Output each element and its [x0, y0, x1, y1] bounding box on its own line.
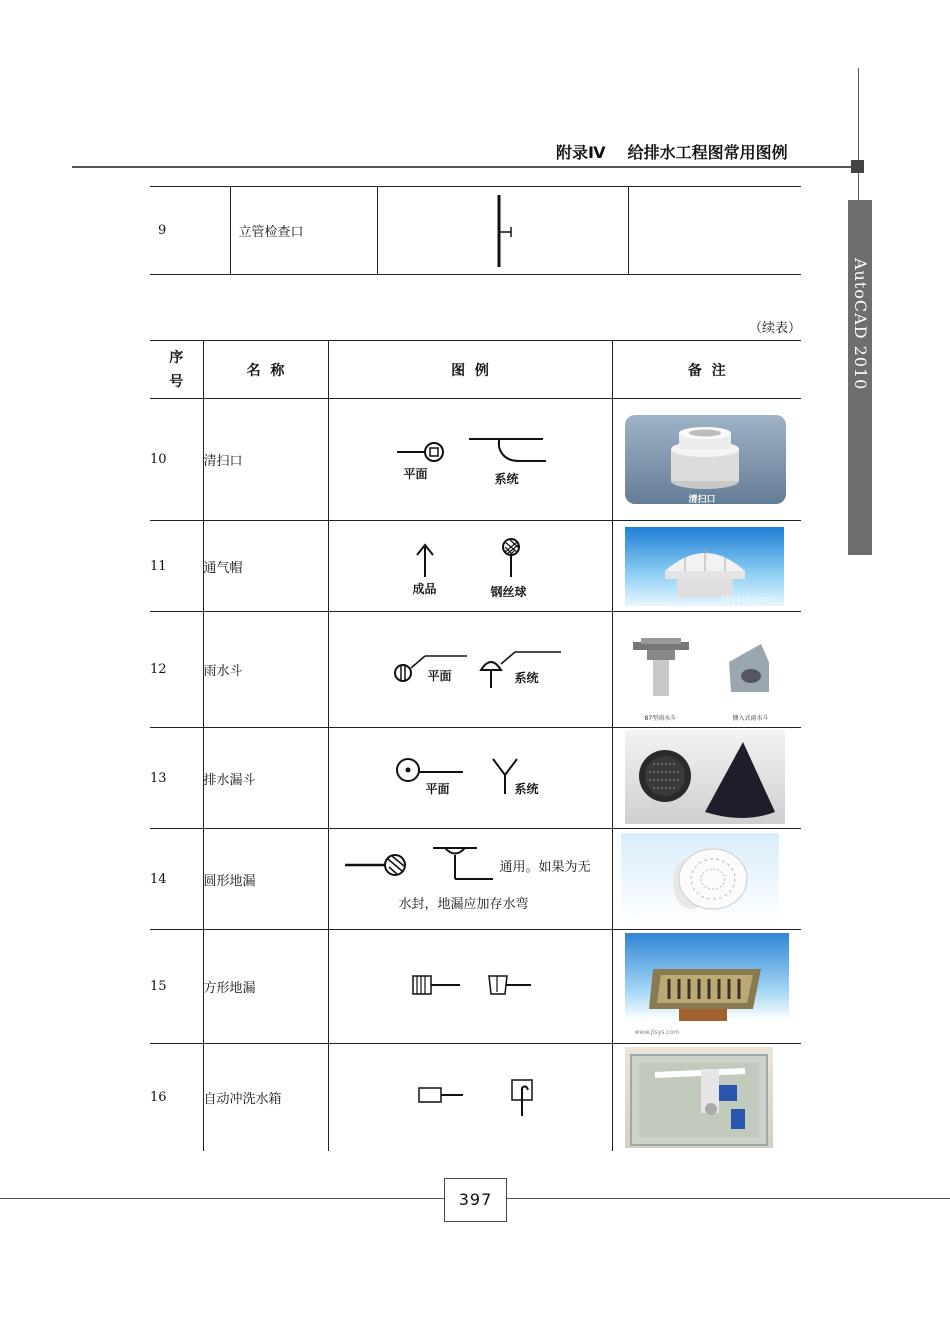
row-seq: 11	[150, 521, 203, 612]
row-name: 圆形地漏	[203, 829, 328, 930]
row-seq: 16	[150, 1044, 203, 1151]
label-system: 系统	[514, 671, 539, 685]
row-legend	[377, 187, 628, 275]
label-plan: 平面	[403, 467, 428, 481]
note-line-1: 通用。如果为无	[499, 860, 591, 875]
label-plan: 平面	[427, 669, 452, 683]
appendix-label: 附录Ⅳ	[556, 143, 606, 162]
cleanout-image	[625, 415, 786, 504]
square-floor-drain-symbols	[329, 930, 613, 1044]
row-name: 通气帽	[203, 521, 328, 612]
label-system: 系统	[514, 782, 539, 796]
vent-cap-symbols	[329, 521, 613, 612]
label-plan: 平面	[425, 782, 450, 796]
row-legend	[328, 829, 612, 930]
label-system: 系统	[494, 472, 519, 486]
row-name: 清扫口	[203, 399, 328, 521]
row-seq: 9	[150, 187, 230, 275]
continued-label: （续表）	[749, 321, 802, 336]
auto-flush-tank-photo	[625, 1047, 773, 1148]
side-tab	[848, 200, 872, 555]
row-legend	[328, 399, 612, 521]
top-table	[150, 186, 801, 275]
drain-funnel-image	[625, 730, 785, 824]
row-photo	[612, 1044, 801, 1151]
col-seq-char-2: 号	[169, 373, 184, 390]
row-legend	[328, 728, 612, 829]
auto-flush-tank-image	[625, 1047, 773, 1148]
table-row	[150, 1044, 801, 1151]
col-seq-char-1: 序	[169, 349, 184, 366]
row-seq: 10	[150, 399, 203, 521]
table-row	[150, 521, 801, 612]
row-seq: 13	[150, 728, 203, 829]
col-note-header: 备 注	[612, 341, 801, 399]
row-photo	[612, 521, 801, 612]
table-row	[150, 829, 801, 930]
col-legend-header: 图 例	[328, 341, 612, 399]
rain-hopper-photo	[625, 632, 797, 724]
page-title	[556, 140, 788, 163]
table-row	[150, 728, 801, 829]
rain-hopper-symbols	[329, 612, 613, 728]
col-seq-header	[150, 341, 203, 399]
table-row	[150, 187, 801, 275]
riser-cleanout-symbol	[378, 187, 629, 274]
row-photo	[612, 728, 801, 829]
row-legend	[328, 521, 612, 612]
row-legend	[328, 612, 612, 728]
appendix-title: 给排水工程图常用图例	[627, 143, 788, 162]
row-seq: 14	[150, 829, 203, 930]
label-product: 成品	[412, 582, 437, 596]
row-note	[628, 187, 801, 275]
row-photo	[612, 399, 801, 521]
legend-table	[150, 340, 801, 1151]
row-photo	[612, 612, 801, 728]
row-seq: 12	[150, 612, 203, 728]
cleanout-symbols	[329, 399, 613, 521]
row-name: 雨水斗	[203, 612, 328, 728]
round-floor-drain-symbols	[329, 829, 613, 930]
photo-caption-1: 87型雨水斗	[644, 715, 677, 722]
photo-caption-2: 侧入式雨水斗	[732, 715, 769, 722]
row-name: 立管检查口	[230, 187, 377, 275]
table-row	[150, 930, 801, 1044]
label-wire-ball: 钢丝球	[490, 585, 527, 599]
col-name-header: 名 称	[203, 341, 328, 399]
side-tab-label: AutoCAD 2010	[851, 258, 870, 391]
corner-square-marker	[851, 160, 864, 173]
table-row	[150, 612, 801, 728]
table-header-row	[150, 341, 801, 399]
drain-funnel-symbols	[329, 728, 613, 829]
page-number: 397	[444, 1178, 507, 1222]
row-name: 方形地漏	[203, 930, 328, 1044]
table-row	[150, 399, 801, 521]
round-floor-drain-image	[621, 833, 779, 927]
rain-hopper-image	[625, 632, 797, 724]
square-floor-drain-photo	[625, 933, 789, 1039]
auto-flush-tank-symbols	[329, 1044, 613, 1151]
row-name: 排水漏斗	[203, 728, 328, 829]
drain-funnel-photo	[625, 730, 785, 824]
cleanout-photo	[625, 415, 786, 504]
row-photo	[612, 829, 801, 930]
photo-caption: 191111.com	[720, 595, 771, 604]
note-line-2: 水封，地漏应加存水弯	[398, 897, 529, 912]
corner-vertical-rule	[858, 68, 859, 202]
square-floor-drain-image	[625, 933, 789, 1039]
row-legend	[328, 1044, 612, 1151]
row-name: 自动冲洗水箱	[203, 1044, 328, 1151]
vent-cap-photo	[625, 527, 784, 606]
row-seq: 15	[150, 930, 203, 1044]
row-photo	[612, 930, 801, 1044]
header-rule	[72, 166, 858, 168]
row-legend	[328, 930, 612, 1044]
photo-caption: 清扫口	[688, 495, 716, 504]
round-floor-drain-photo	[621, 833, 779, 927]
photo-caption: www.jtsys.com	[634, 1029, 680, 1036]
